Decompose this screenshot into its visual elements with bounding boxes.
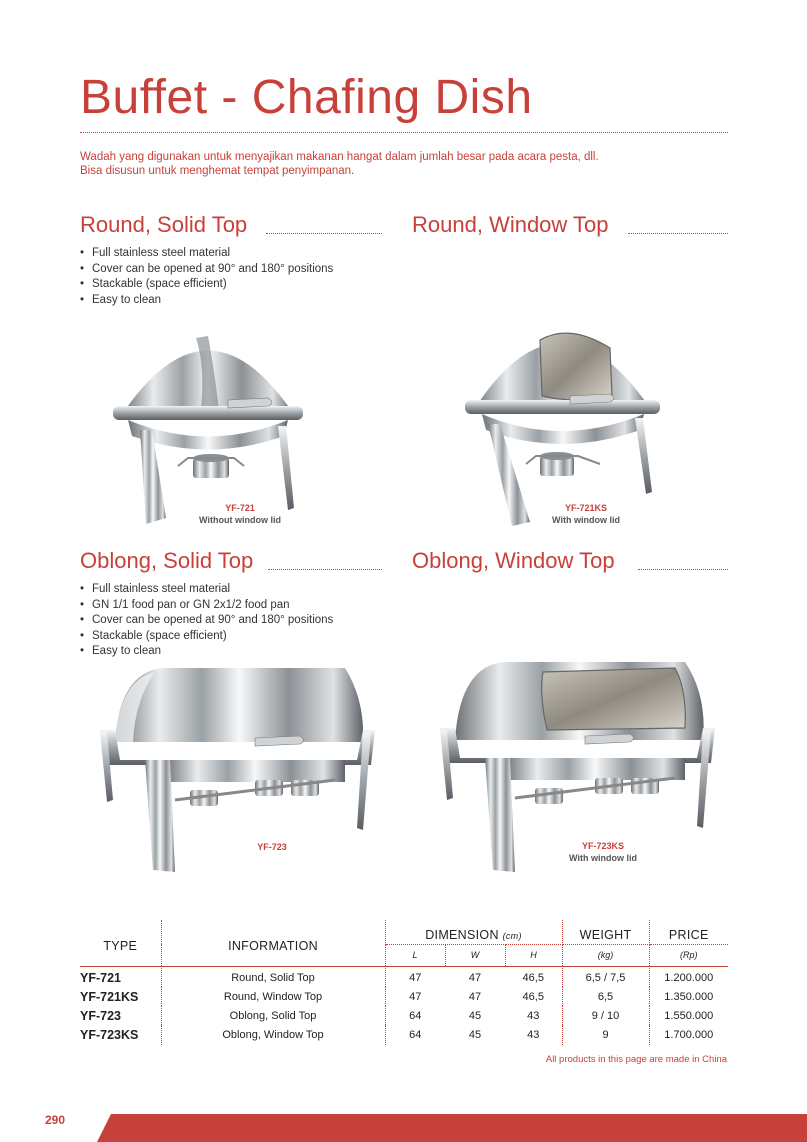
header-l: L (385, 944, 445, 966)
spec-table (80, 920, 728, 1045)
row-price: 1.550.000 (664, 1009, 714, 1022)
product-caption-yf721ks: With window lid (552, 515, 620, 525)
table-row (80, 987, 728, 1006)
feature-item: • Stackable (space efficient) (80, 277, 333, 293)
feature-item: • Easy to clean (80, 293, 333, 309)
feature-item: • Cover can be opened at 90° and 180° positions (80, 262, 333, 278)
section-divider (628, 233, 728, 234)
header-price-unit: (Rp) (680, 950, 698, 960)
product-code-yf721ks: YF-721KS (564, 503, 608, 513)
origin-note: All products in this page are made in China (545, 1054, 727, 1065)
feature-item: • Full stainless steel material (80, 246, 333, 262)
section-title-round-solid: Round, Solid Top (80, 212, 248, 237)
footer-bar (97, 1114, 807, 1142)
row-price: 1.350.000 (664, 990, 714, 1003)
row-h: 43 (505, 1006, 562, 1025)
header-dimension-unit: (cm) (502, 930, 522, 941)
section-divider (268, 569, 382, 570)
row-type: YF-723 (80, 1006, 161, 1025)
row-l: 64 (409, 1009, 422, 1022)
table-row (80, 1025, 728, 1045)
description-line-2: Bisa disusun untuk menghemat tempat penyimpanan. (80, 165, 355, 177)
page-description (80, 150, 599, 178)
header-type: TYPE (80, 920, 161, 966)
product-code-yf723ks: YF-723KS (581, 841, 625, 851)
title-divider (80, 132, 728, 133)
header-w: W (445, 944, 505, 966)
row-price: 1.700.000 (664, 1029, 714, 1041)
feature-item: • Stackable (space efficient) (80, 629, 333, 645)
table-row (80, 1006, 728, 1025)
row-info: Round, Solid Top (161, 968, 385, 987)
page-number: 290 (45, 1113, 66, 1127)
feature-list-round (80, 246, 333, 308)
product-caption-yf723ks: With window lid (569, 853, 637, 863)
row-h: 43 (505, 1025, 562, 1045)
row-w: 47 (468, 990, 482, 1003)
section-title-oblong-solid: Oblong, Solid Top (80, 548, 254, 573)
row-info: Oblong, Solid Top (161, 1006, 385, 1025)
row-h: 46,5 (505, 987, 562, 1006)
row-h: 46,5 (505, 968, 562, 987)
row-info: Oblong, Window Top (161, 1025, 385, 1045)
feature-item: • Full stainless steel material (80, 582, 333, 598)
row-price: 1.200.000 (664, 971, 714, 984)
header-h: H (505, 944, 562, 966)
feature-item: • Cover can be opened at 90° and 180° positions (80, 613, 333, 629)
round-window-chafing-dish-image (460, 308, 665, 528)
row-info: Round, Window Top (161, 987, 385, 1006)
product-code-yf723: YF-723 (257, 842, 287, 852)
page-title: Buffet - Chafing Dish (80, 71, 533, 124)
feature-item: • GN 1/1 food pan or GN 2x1/2 food pan (80, 598, 333, 614)
row-type: YF-721KS (80, 987, 161, 1006)
table-row (80, 968, 728, 987)
section-title-round-window: Round, Window Top (412, 212, 609, 237)
header-dimension-label: DIMENSION (425, 927, 499, 942)
product-caption-yf721: Without window lid (199, 515, 281, 525)
row-w: 45 (468, 1029, 482, 1041)
row-l: 47 (409, 971, 422, 984)
feature-item: • Easy to clean (80, 644, 333, 660)
row-weight: 6,5 / 7,5 (562, 968, 649, 987)
row-type: YF-723KS (80, 1025, 161, 1045)
row-weight: 9 (562, 1025, 649, 1045)
description-line-1: Wadah yang digunakan untuk menyajikan makanan hangat dalam jumlah besar pada acara pesta, dll. (80, 151, 599, 163)
header-price: PRICE (649, 920, 728, 944)
row-l: 47 (409, 990, 422, 1003)
row-w: 47 (468, 971, 482, 984)
section-title-oblong-window: Oblong, Window Top (412, 548, 615, 573)
round-chafing-dish-image (108, 318, 308, 528)
feature-list-oblong (80, 582, 333, 660)
header-information: INFORMATION (161, 920, 385, 966)
row-weight: 9 / 10 (562, 1006, 649, 1025)
section-divider (638, 569, 728, 570)
row-w: 45 (468, 1009, 482, 1022)
row-l: 64 (409, 1029, 422, 1041)
header-weight-unit: (kg) (562, 944, 649, 966)
header-weight: WEIGHT (562, 920, 649, 944)
product-code-yf721: YF-721 (225, 503, 255, 513)
row-type: YF-721 (80, 968, 161, 987)
section-divider (266, 233, 382, 234)
row-weight: 6,5 (562, 987, 649, 1006)
header-dimension (385, 920, 562, 944)
